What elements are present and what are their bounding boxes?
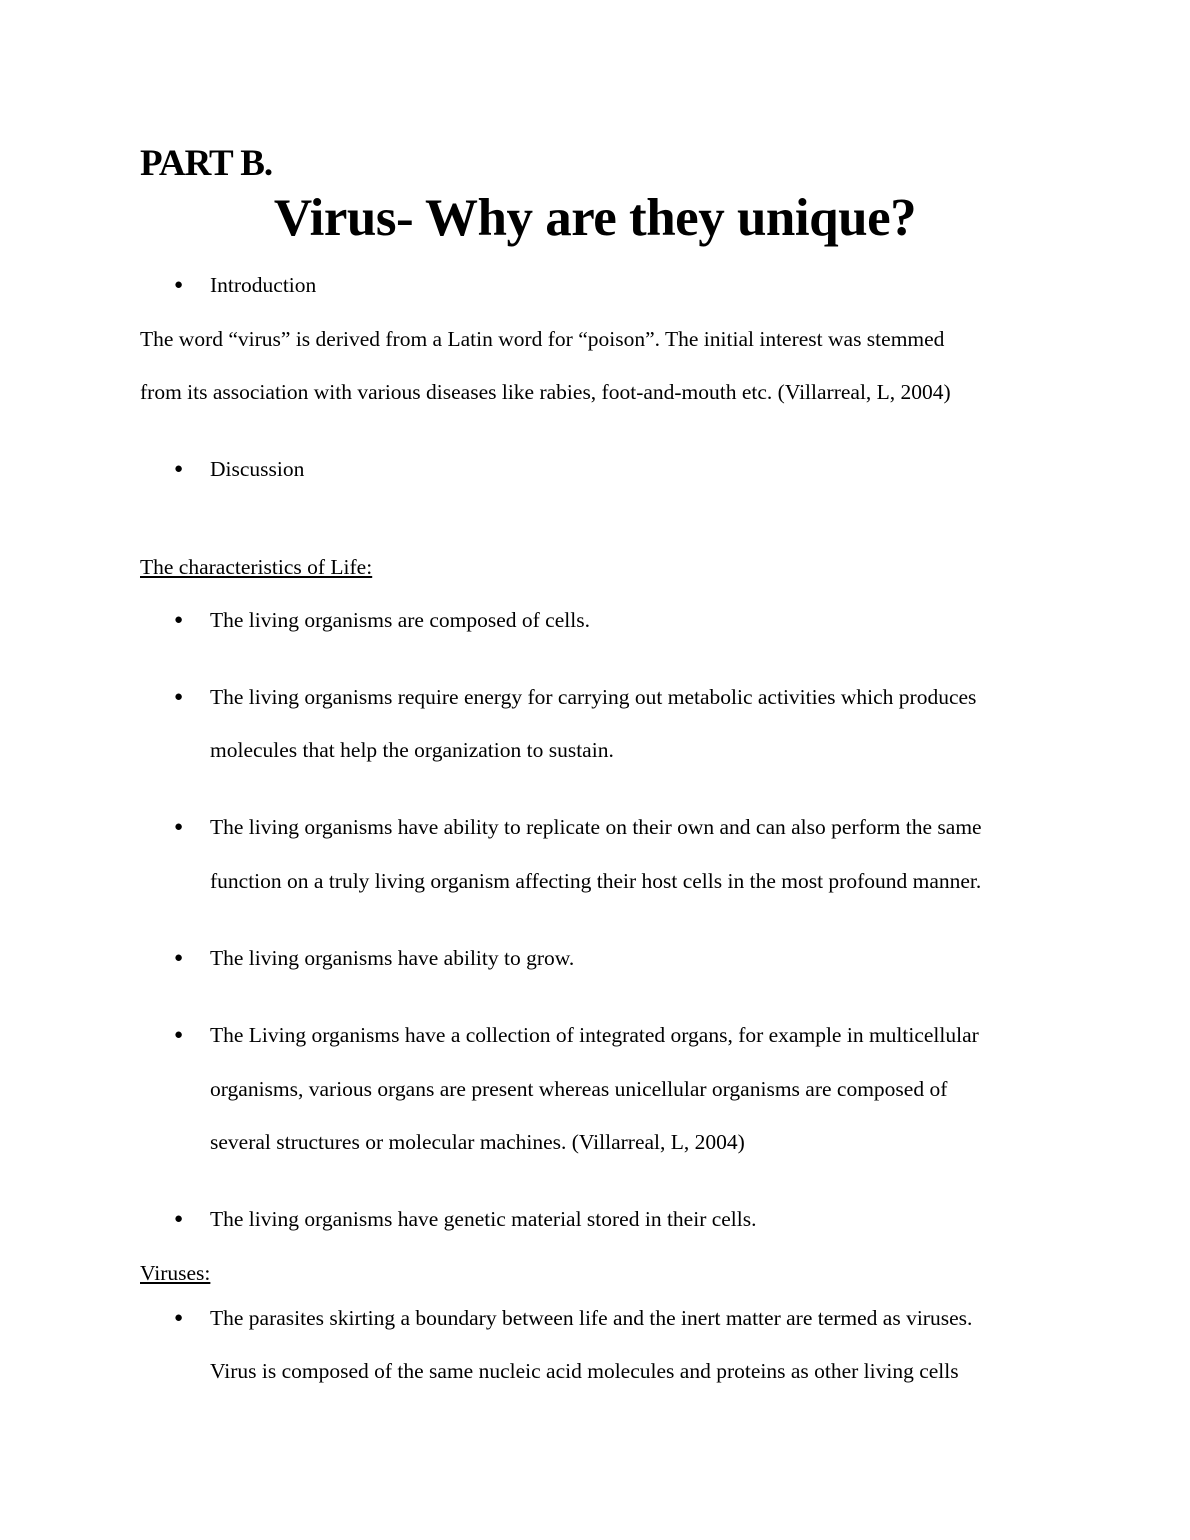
document-title: Virus- Why are they unique? xyxy=(273,189,917,247)
introduction-line: The word “virus” is derived from a Latin word for “poison”. The initial interest was stemmed xyxy=(140,327,945,351)
viruses-heading: Viruses: xyxy=(140,1261,211,1285)
bullet-icon: ● xyxy=(174,1310,184,1326)
part-label: PART B. xyxy=(140,143,273,184)
characteristic-line: The living organisms have ability to replicate on their own and can also perform the same xyxy=(210,815,982,839)
bullet-icon: ● xyxy=(174,819,184,835)
discussion-heading: Discussion xyxy=(210,457,305,481)
introduction-heading: Introduction xyxy=(210,273,317,297)
virus-line: Virus is composed of the same nucleic acid molecules and proteins as other living cells xyxy=(210,1359,959,1383)
characteristic-line: The Living organisms have a collection of integrated organs, for example in multicellular xyxy=(210,1023,979,1047)
bullet-icon: ● xyxy=(174,1211,184,1227)
bullet-icon: ● xyxy=(174,950,184,966)
characteristics-heading: The characteristics of Life: xyxy=(140,555,373,579)
bullet-icon: ● xyxy=(174,612,184,628)
introduction-line: from its association with various diseases like rabies, foot-and-mouth etc. (Villarreal, L, 2004) xyxy=(140,380,951,404)
characteristic-line: The living organisms have ability to grow. xyxy=(210,946,575,970)
bullet-icon: ● xyxy=(174,689,184,705)
bullet-icon: ● xyxy=(174,461,184,477)
characteristic-line: The living organisms have genetic material stored in their cells. xyxy=(210,1207,757,1231)
virus-line: The parasites skirting a boundary between life and the inert matter are termed as viruses. xyxy=(210,1306,973,1330)
characteristic-line: The living organisms are composed of cells. xyxy=(210,608,590,632)
characteristic-line: molecules that help the organization to sustain. xyxy=(210,738,614,762)
characteristic-line: organisms, various organs are present whereas unicellular organisms are composed of xyxy=(210,1077,948,1101)
bullet-icon: ● xyxy=(174,277,184,293)
characteristic-line: several structures or molecular machines. (Villarreal, L, 2004) xyxy=(210,1130,745,1154)
characteristic-line: The living organisms require energy for carrying out metabolic activities which produces xyxy=(210,685,977,709)
bullet-icon: ● xyxy=(174,1027,184,1043)
characteristic-line: function on a truly living organism affecting their host cells in the most profound manner. xyxy=(210,869,982,893)
